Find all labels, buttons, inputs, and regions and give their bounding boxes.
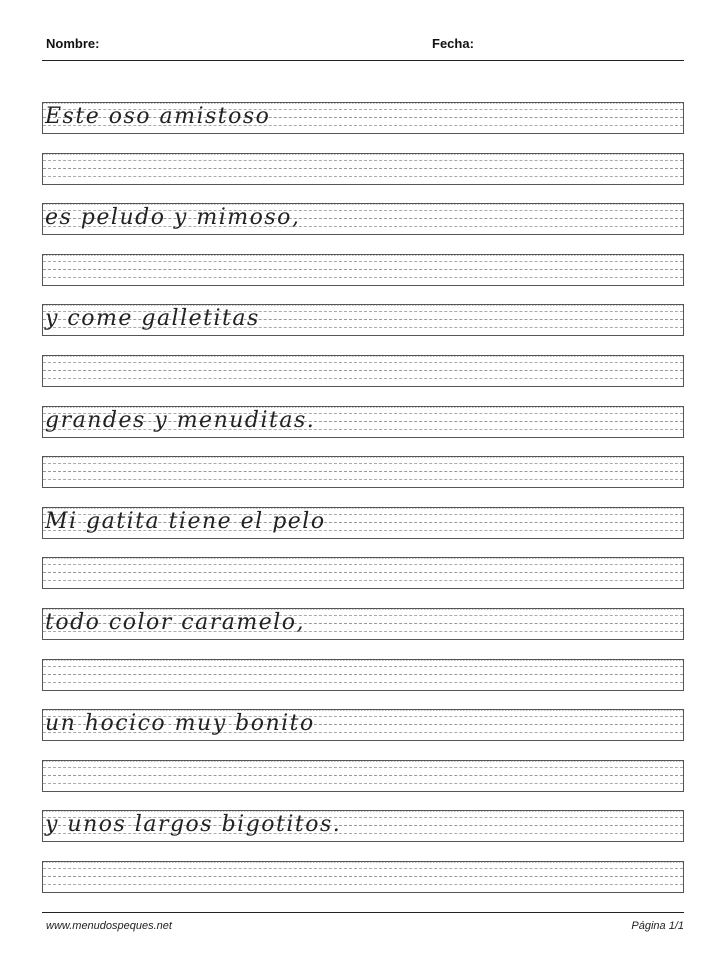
practice-line	[42, 102, 684, 134]
cursive-line-text: todo color caramelo,	[45, 609, 305, 635]
practice-line	[42, 406, 684, 438]
cursive-line-text: Mi gatita tiene el pelo	[45, 508, 326, 534]
practice-line	[42, 304, 684, 336]
practice-line	[42, 254, 684, 286]
practice-line	[42, 507, 684, 539]
header-rule	[42, 60, 684, 61]
cursive-line-text: y unos largos bigotitos.	[45, 812, 342, 838]
cursive-line-text: un hocico muy bonito	[45, 711, 315, 737]
practice-line	[42, 861, 684, 893]
practice-line	[42, 557, 684, 589]
cursive-line-text: Este oso amistoso	[45, 104, 271, 129]
fecha-label: Fecha:	[432, 36, 474, 51]
worksheet-header	[46, 36, 684, 56]
practice-line	[42, 760, 684, 792]
website-label: www.menudospeques.net	[46, 920, 172, 932]
practice-line	[42, 355, 684, 387]
practice-line	[42, 810, 684, 842]
cursive-line-text: y come galletitas	[45, 306, 260, 332]
practice-line	[42, 153, 684, 185]
cursive-line-text: es peludo y mimoso,	[45, 205, 301, 231]
footer-rule	[42, 912, 684, 913]
handwriting-practice-area	[42, 102, 684, 912]
page-number: Página 1/1	[631, 920, 684, 932]
nombre-label: Nombre:	[46, 36, 100, 51]
practice-line	[42, 659, 684, 691]
practice-line	[42, 608, 684, 640]
practice-line	[42, 456, 684, 488]
cursive-line-text: grandes y menuditas.	[45, 407, 316, 433]
practice-line	[42, 709, 684, 741]
practice-line	[42, 203, 684, 235]
